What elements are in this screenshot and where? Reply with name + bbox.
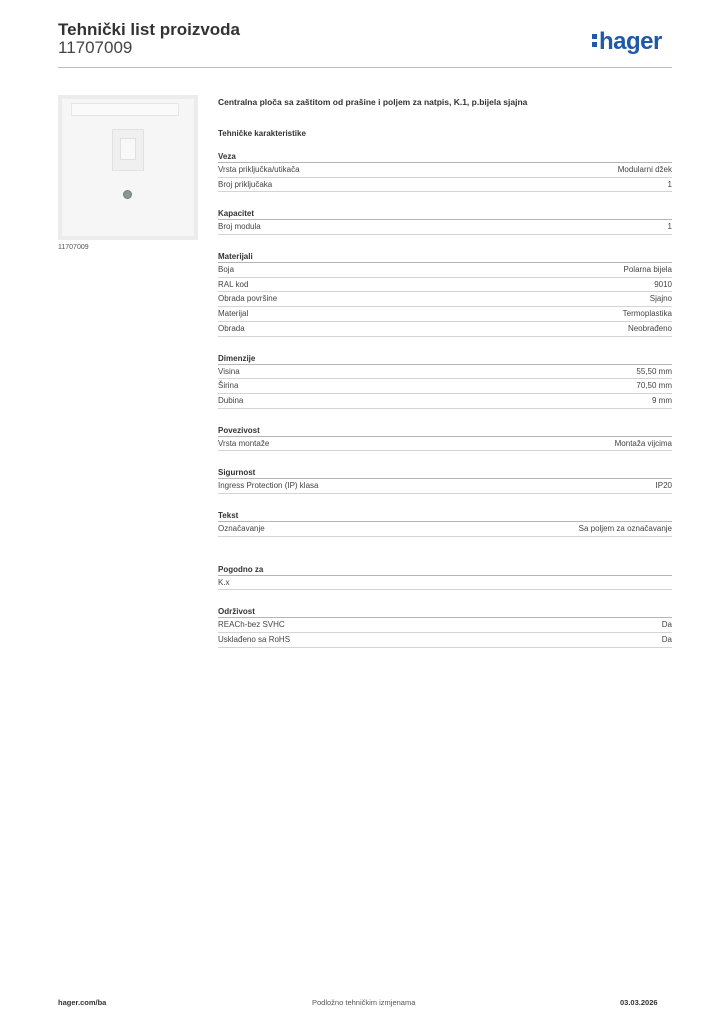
spec-key: Obrada površine — [218, 294, 278, 304]
logo-dots-icon — [592, 34, 598, 50]
spec-value: Polarna bijela — [623, 265, 672, 275]
spec-row — [218, 220, 672, 235]
product-code: 11707009 — [58, 38, 133, 57]
screw-icon — [123, 190, 132, 199]
footer-website[interactable]: hager.com/ba — [58, 998, 107, 1007]
spec-section — [218, 424, 672, 452]
spec-row — [218, 479, 672, 494]
hager-logo — [592, 28, 662, 56]
spec-section — [218, 150, 672, 192]
spec-value: Da — [661, 635, 672, 644]
spec-row — [218, 633, 672, 648]
spec-key: Vrsta montaže — [218, 438, 270, 448]
tech-heading: Tehničke karakteristike — [218, 129, 306, 138]
footer-date: 03.03.2026 — [620, 998, 658, 1007]
spec-key: Označavanje — [218, 523, 265, 533]
spec-section — [218, 509, 672, 537]
spec-value: 9010 — [654, 279, 672, 289]
section-title: Kapacitet — [218, 207, 672, 220]
section-title: Materijali — [218, 250, 672, 263]
spec-row — [218, 292, 672, 307]
spec-row — [218, 394, 672, 409]
spec-row — [218, 278, 672, 293]
spec-key: RAL kod — [218, 279, 249, 289]
spec-value: 1 — [667, 179, 672, 189]
spec-row — [218, 263, 672, 278]
spec-key: Širina — [218, 381, 239, 391]
spec-key: Usklađeno sa RoHS — [218, 635, 291, 644]
label-field — [71, 103, 179, 116]
spec-section — [218, 250, 672, 336]
spec-row — [218, 437, 672, 452]
section-title: Povezivost — [218, 424, 672, 437]
spec-row — [218, 163, 672, 178]
spec-section — [218, 352, 672, 409]
spec-row — [218, 178, 672, 193]
socket-opening — [112, 129, 144, 171]
spec-sections — [218, 150, 672, 648]
spec-value: Sjajno — [649, 294, 672, 304]
spec-row — [218, 379, 672, 394]
spec-row — [218, 576, 672, 591]
section-title: Tekst — [218, 509, 672, 522]
spec-key: Obrada — [218, 323, 245, 333]
spec-section — [218, 466, 672, 494]
spec-key: Dubina — [218, 395, 244, 405]
spec-value: Termoplastika — [622, 309, 672, 319]
page-title: Tehnički list proizvoda — [58, 20, 240, 39]
spec-key: K.x — [218, 577, 230, 587]
spec-row — [218, 307, 672, 322]
spec-value: IP20 — [655, 481, 672, 491]
spec-row — [218, 322, 672, 337]
spec-key: Vrsta priključka/utikača — [218, 165, 300, 174]
section-title: Pogodno za — [218, 563, 672, 576]
spec-key: Broj priključaka — [218, 179, 273, 189]
section-title: Veza — [218, 150, 672, 163]
spec-value: 1 — [667, 222, 672, 232]
spec-key: Broj modula — [218, 222, 261, 232]
cover-plate — [62, 99, 194, 236]
spec-value: 9 mm — [652, 395, 672, 405]
product-image — [58, 95, 198, 240]
spec-row — [218, 365, 672, 380]
spec-value: 55,50 mm — [636, 366, 672, 376]
spec-key: Ingress Protection (IP) klasa — [218, 481, 319, 491]
spec-section — [218, 207, 672, 235]
section-title: Održivost — [218, 605, 672, 618]
spec-section — [218, 605, 672, 647]
spec-key: Materijal — [218, 309, 249, 319]
section-title: Dimenzije — [218, 352, 672, 365]
spec-content — [218, 95, 672, 648]
spec-value: Modularni džek — [617, 165, 672, 174]
spec-key: Boja — [218, 265, 235, 275]
footer-note: Podložno tehničkim izmjenama — [312, 998, 416, 1007]
spec-value: Montaža vijcima — [614, 438, 672, 448]
header-divider — [58, 67, 672, 68]
spec-value: Da — [661, 620, 672, 630]
product-description: Centralna ploča sa zaštitom od prašine i poljem za natpis, K.1, p.bijela sjajna — [218, 97, 528, 107]
spec-value: Sa poljem za označavanje — [578, 523, 672, 533]
spec-key: Visina — [218, 366, 240, 376]
spec-key: REACh-bez SVHC — [218, 620, 285, 630]
spec-section — [218, 563, 672, 591]
logo-text: hager — [599, 28, 662, 55]
section-title: Sigurnost — [218, 466, 672, 479]
spec-value: Neobrađeno — [627, 323, 672, 333]
spec-row — [218, 618, 672, 633]
spec-value: 70,50 mm — [636, 381, 672, 391]
spec-row — [218, 522, 672, 537]
image-caption: 11707009 — [58, 244, 89, 251]
